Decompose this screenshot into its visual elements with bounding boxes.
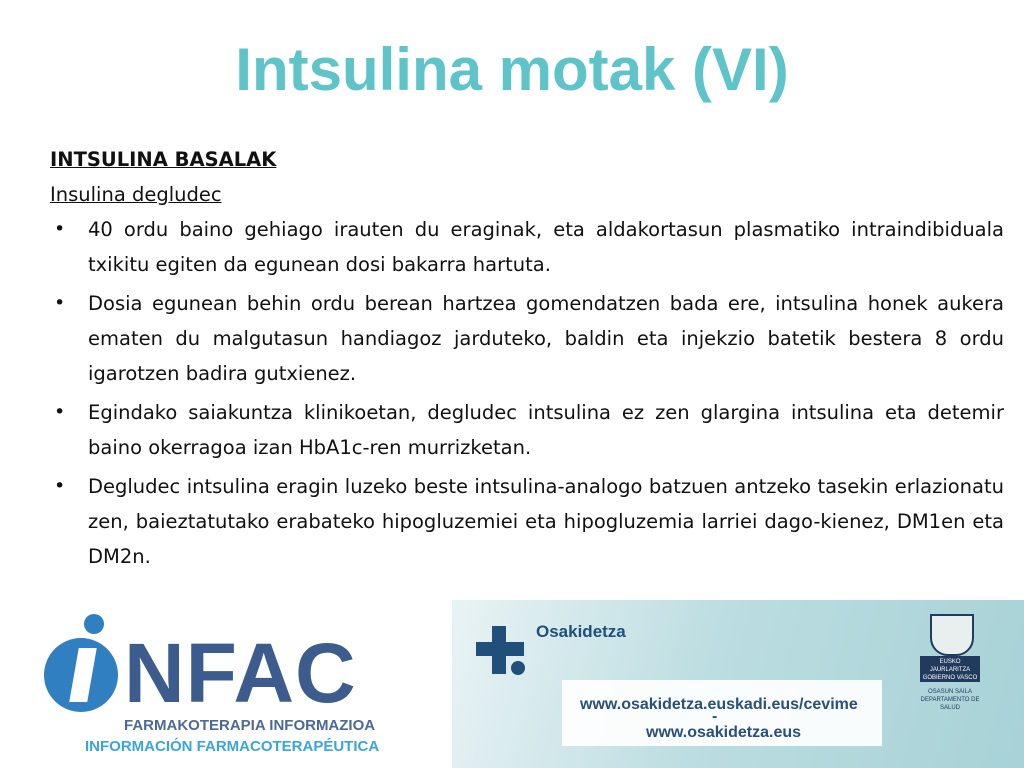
section-subheading: Insulina degludec — [50, 183, 222, 206]
bullet-text: Egindako saiakuntza klinikoetan, degludec intsulina ez zen glargina intsulina eta detemir baino okerragoa izan HbA1c-ren murrizketan. — [88, 401, 1004, 459]
url-separator: - — [712, 708, 718, 725]
section-heading: INTSULINA BASALAK — [50, 148, 277, 171]
slide-footer — [0, 600, 1024, 768]
bullet-item — [50, 212, 1004, 282]
bullet-text: Dosia egunean behin ordu berean hartzea gomendatzen bada ere, intsulina honek aukera ematen du malgutasun handiagoz jarduteko, baldin eta injekzio batetik bestera 8 ordu igarotzen badira gutxienez. — [88, 292, 1004, 385]
url-cevime-link[interactable]: www.osakidetza.euskadi.eus/cevime — [580, 696, 858, 713]
bullet-item — [50, 469, 1004, 574]
bullet-icon: • — [54, 218, 66, 240]
infac-subtitle-eu: FARMAKOTERAPIA INFORMAZIOA — [124, 717, 376, 734]
infac-logo-block — [0, 600, 452, 768]
bullet-icon: • — [54, 401, 66, 423]
osakidetza-banner — [452, 600, 1024, 768]
gov-band-text: EUSKO JAURLARITZA GOBIERNO VASCO — [920, 656, 980, 682]
bullet-text: Degludec intsulina eragin luzeko beste intsulina-analogo batzuen antzeko tasekin erlazionatu zen, baieztatutako erabateko hipogluzemiei eta hipogluzemia larriei dago-kienez, DM1en eta DM2n. — [88, 475, 1004, 568]
slide-title: Intsulina motak (VI) — [235, 36, 789, 103]
slide-content — [50, 142, 1004, 578]
osakidetza-name: Osakidetza — [536, 622, 626, 641]
url-osakidetza-link[interactable]: www.osakidetza.eus — [646, 724, 802, 741]
gov-department-text: OSASUN SAILA DEPARTAMENTO DE SALUD — [920, 689, 980, 711]
bullet-icon: • — [54, 292, 66, 314]
infac-subtitle-es: INFORMACIÓN FARMACOTERAPÉUTICA — [85, 738, 380, 755]
bullet-item — [50, 395, 1004, 465]
basque-government-emblem-icon — [930, 614, 974, 656]
infac-i-dot-icon — [84, 614, 104, 634]
basque-government-logo — [916, 608, 984, 728]
infac-logo-text: NFAC — [124, 626, 357, 720]
bullet-list — [50, 212, 1004, 574]
bullet-text: 40 ordu baino gehiago irauten du eraginak, eta aldakortasun plasmatiko intraindibiduala txikitu egiten da egunean dosi bakarra hartuta. — [88, 218, 1004, 276]
osakidetza-cross-icon — [472, 622, 528, 678]
bullet-item — [50, 286, 1004, 391]
bullet-icon: • — [54, 475, 66, 497]
